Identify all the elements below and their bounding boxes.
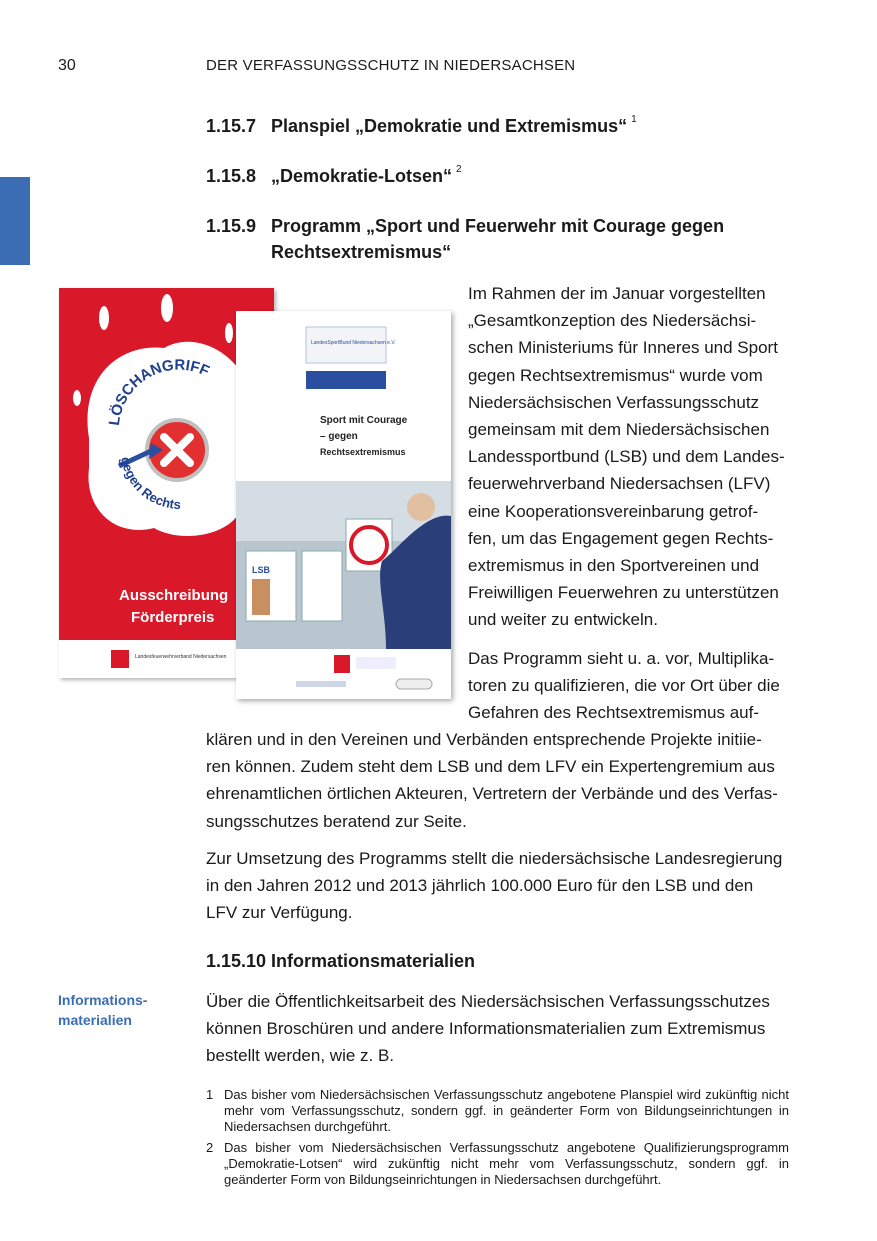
heading-title: „Demokratie-Lotsen“ $^2$: [271, 164, 462, 186]
heading-number: 1.15.8: [206, 166, 257, 186]
footnote-number: 2: [206, 1140, 214, 1155]
heading-number: 1.15.10: [206, 951, 267, 971]
text-line: gemeinsam mit dem Niedersächsischen: [468, 420, 770, 440]
footnote-number: 1: [206, 1087, 214, 1102]
footnote-text: Das bisher vom Niedersächsischen Verfassungsschutz angebotene Qualifizierungsprogramm „Demokratie-Lotsen“ wird zukünftig nicht mehr vom Verfassungsschutz, sondern ggf. in geänderter Form von Bildungseinrichtungen in Niedersachsen durchgeführt.: [224, 1140, 789, 1187]
text-line: und weiter zu entwickeln.: [468, 610, 658, 630]
heading-title: Informationsmaterialien: [271, 951, 476, 971]
text-line: „Gesamtkonzeption des Niedersächsi-: [468, 311, 757, 331]
heading-number: 1.15.9: [206, 216, 257, 236]
text-line: klären und in den Vereinen und Verbänden entsprechende Projekte initiie-: [206, 730, 762, 749]
text-line: Über die Öffentlichkeitsarbeit des Niedersächsischen Verfassungsschutzes: [206, 992, 770, 1011]
heading-title-line2: Rechtsextremismus“: [271, 242, 452, 262]
text-line: Zur Umsetzung des Programms stellt die niedersächsische Landesregierung: [206, 849, 783, 868]
text-line: bestellt werden, wie z. B.: [206, 1046, 395, 1066]
brochure-badge: LSB: [252, 565, 270, 575]
text-line: Im Rahmen der im Januar vorgestellten: [468, 284, 766, 303]
paragraph-2-wide: [206, 726, 788, 835]
footnote-2: [206, 1140, 788, 1192]
brochure-white-artwork: [236, 311, 451, 699]
brochure-title-2: Förderpreis: [131, 609, 215, 626]
text-line: Gefahren des Rechtsextremismus auf-: [468, 703, 760, 723]
margin-note: [58, 990, 178, 1030]
running-head: DER VERFASSUNGSSCHUTZ IN NIEDERSACHSEN: [206, 57, 576, 74]
heading-1-15-7: [206, 116, 786, 140]
heading-1-15-10: [206, 951, 786, 975]
brochure-title-3: Rechtsextremismus: [320, 447, 406, 457]
heading-title-line1: Programm „Sport und Feuerwehr mit Courage gegen: [271, 216, 725, 236]
text-line: sungsschutzes beratend zur Seite.: [206, 811, 467, 831]
footnote-ref[interactable]: 1: [631, 114, 637, 125]
text-line: eine Kooperationsvereinbarung getrof-: [468, 501, 759, 521]
text-line: LFV zur Verfügung.: [206, 903, 353, 923]
text-line: toren zu qualifizieren, die vor Ort über die: [468, 676, 780, 696]
paragraph-1: [468, 280, 788, 634]
brochure-org: Landesfeuerwehrverband Niedersachsen: [135, 654, 227, 660]
heading-1-15-8: [206, 166, 786, 190]
brochure-title-1: Sport mit Courage: [320, 415, 408, 426]
brochure-arc-bottom: gegen Rechts: [117, 455, 182, 513]
paragraph-4: [206, 988, 788, 1070]
text-line: Freiwilligen Feuerwehren zu unterstützen: [468, 583, 779, 603]
text-line: in den Jahren 2012 und 2013 jährlich 100.000 Euro für den LSB und den: [206, 876, 754, 896]
margin-note-line: materialien: [58, 1012, 132, 1028]
text-line: Das Programm sieht u. a. vor, Multiplika-: [468, 649, 775, 668]
brochure-sport-courage-image: [236, 311, 451, 699]
text-line: ehrenamtlichen örtlichen Akteuren, Vertretern der Verbände und des Verfas-: [206, 784, 778, 804]
paragraph-3: [206, 845, 788, 927]
text-line: fen, um das Engagement gegen Rechts-: [468, 528, 774, 548]
footnote-text: Das bisher vom Niedersächsischen Verfassungsschutz angebotene Planspiel wird zukünftig nicht mehr vom Verfassungsschutz, sondern ggf. in geänderter Form von Bildungseinrichtungen in Niedersachsen durchgeführt.: [224, 1087, 789, 1134]
brochure-logo: LandesSportBund Niedersachsen e.V.: [311, 340, 396, 346]
brochure-title-1: Ausschreibung: [119, 587, 229, 604]
page-number: 30: [58, 57, 76, 74]
footnote-1: [206, 1087, 788, 1139]
brochure-arc-top: LÖSCHANGRIFF: [105, 356, 212, 427]
heading-1-15-9: [206, 216, 786, 268]
brochure-title-2: – gegen: [320, 431, 358, 442]
paragraph-2-narrow: [468, 645, 788, 727]
text-line: feuerwehrverband Niedersachsen (LFV): [468, 474, 771, 494]
text-line: gegen Rechtsextremismus“ wurde vom: [468, 365, 763, 385]
margin-note-line: Informations-: [58, 992, 148, 1008]
chapter-tab: [0, 177, 30, 265]
text-line: schen Ministeriums für Inneres und Sport: [468, 338, 778, 358]
text-line: Niedersächsischen Verfassungsschutz: [468, 392, 760, 412]
text-line: Landessportbund (LSB) und dem Landes-: [468, 447, 785, 467]
text-line: ren können. Zudem steht dem LSB und dem LFV ein Expertengremium aus: [206, 757, 775, 777]
text-line: können Broschüren und andere Informationsmaterialien zum Extremismus: [206, 1019, 766, 1039]
heading-title: Planspiel „Demokratie und Extremismus“ $^1$: [271, 114, 637, 136]
text-line: extremismus in den Sportvereinen und: [468, 556, 760, 576]
heading-number: 1.15.7: [206, 116, 257, 136]
footnote-ref[interactable]: 2: [456, 164, 462, 175]
